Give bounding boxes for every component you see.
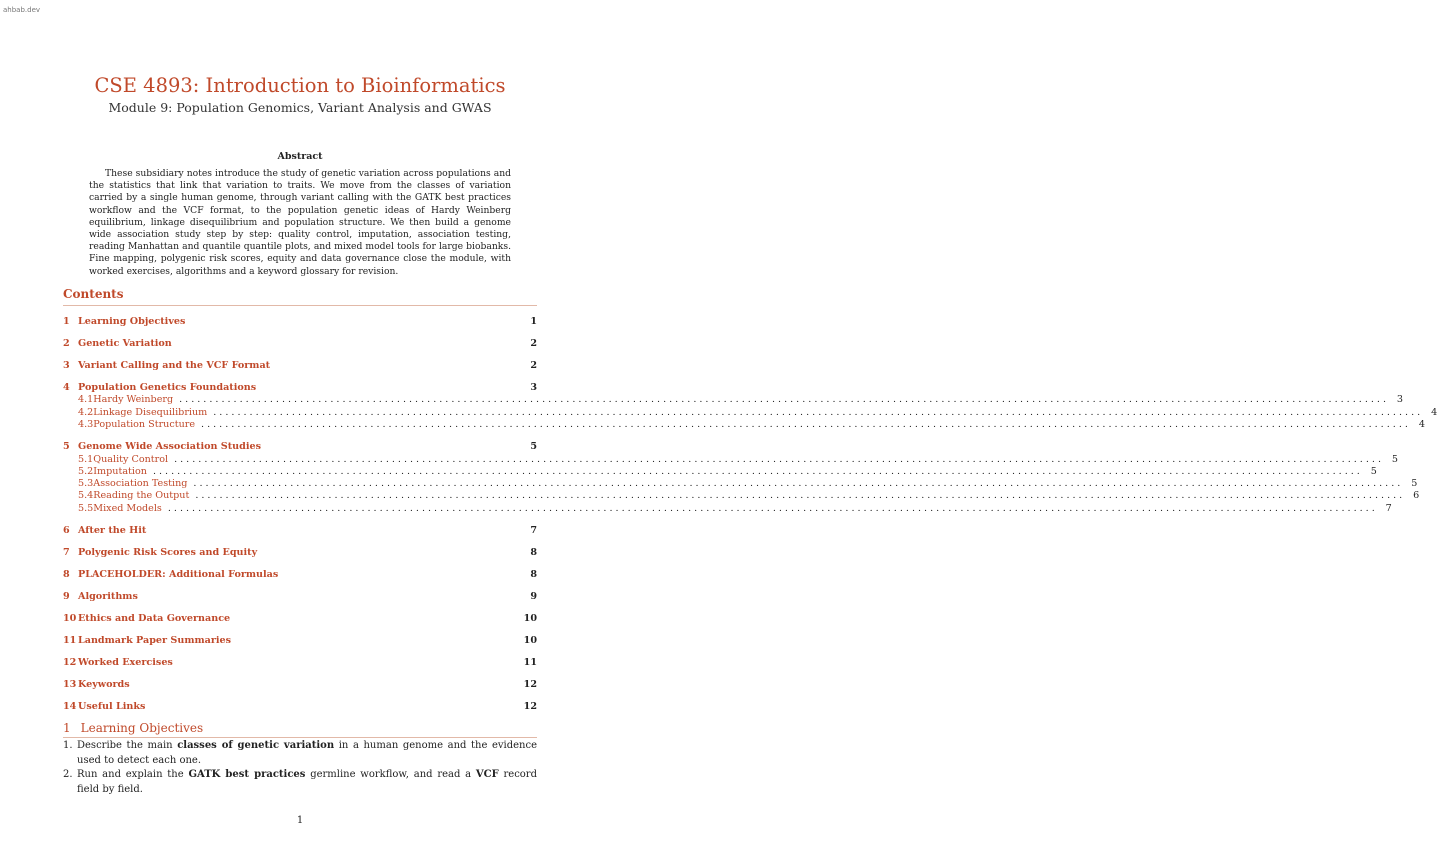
toc-entry-number: 4.2 [78, 406, 94, 418]
toc-entry-label: Genetic Variation [78, 338, 172, 349]
toc-entry[interactable] [63, 613, 537, 626]
toc-entry-page: 11 [523, 657, 537, 668]
contents-heading: Contents [63, 287, 124, 301]
toc-entry-number: 5.5 [78, 502, 94, 514]
toc-entry[interactable] [63, 441, 537, 454]
list-item-text: Describe the main classes of genetic variation in a human genome and the evidence used to detect each one. [77, 740, 537, 766]
watermark: ahbab.dev [3, 6, 41, 14]
toc-leader-dots: ........................................................................................................................................................................................................ [201, 418, 1411, 430]
toc-entry-page: 8 [530, 569, 537, 580]
toc-leader-dots: ........................................................................................................................................................................................................ [167, 502, 1378, 514]
toc-entry[interactable] [63, 657, 537, 670]
toc-entry-number: 5.3 [78, 478, 94, 490]
toc-entry-label: Hardy Weinberg [93, 394, 174, 406]
toc-entry[interactable] [63, 701, 537, 714]
toc-entry[interactable] [63, 547, 537, 560]
toc-entry[interactable] [63, 382, 537, 395]
toc-entry-number: 14 [63, 701, 77, 712]
toc-entry[interactable] [63, 502, 1392, 516]
toc-entry-label: Variant Calling and the VCF Format [78, 360, 271, 371]
toc-entry[interactable] [63, 394, 1404, 407]
toc-entry-page: 7 [1385, 502, 1392, 514]
toc-leader-dots: ........................................................................................................................................................................................................ [152, 465, 1363, 477]
toc-entry-page: 10 [523, 635, 537, 646]
toc-entry-label: Algorithms [78, 591, 138, 602]
toc-entry-page: 6 [1413, 490, 1420, 502]
toc-entry-number: 7 [63, 547, 70, 558]
toc-entry-page: 10 [523, 613, 537, 624]
toc-entry[interactable] [63, 569, 537, 582]
toc-leader-dots: ........................................................................................................................................................................................................ [213, 406, 1424, 418]
toc-entry[interactable] [63, 338, 537, 351]
toc-entry-number: 8 [63, 569, 70, 580]
toc-entry-number: 11 [63, 635, 77, 646]
toc-entry-number: 10 [63, 613, 77, 624]
toc-entry-label: Useful Links [78, 701, 146, 712]
toc-entry-page: 3 [1396, 394, 1404, 406]
toc-entry[interactable] [63, 490, 1420, 503]
toc-leader-dots: ........................................................................................................................................................................................................ [195, 490, 1406, 502]
toc-entry-number: 5.1 [78, 453, 94, 465]
toc-entry-label: Genome Wide Association Studies [78, 441, 261, 453]
toc-entry-number: 12 [63, 657, 77, 668]
list-item [63, 768, 537, 797]
toc-entry[interactable] [63, 679, 537, 692]
toc-entry-number: 13 [63, 679, 77, 690]
toc-entry[interactable] [63, 465, 1377, 479]
toc-entry-label: Polygenic Risk Scores and Equity [78, 547, 258, 558]
toc-entry-label: Ethics and Data Governance [78, 613, 231, 624]
toc-entry-number: 5.4 [78, 490, 94, 502]
toc-entry-number: 3 [63, 360, 70, 371]
toc-entry-number: 5 [63, 441, 70, 453]
toc-entry[interactable] [63, 525, 537, 538]
document-title: CSE 4893: Introduction to Bioinformatics [94, 74, 506, 97]
toc-entry-label: Worked Exercises [78, 657, 173, 668]
toc-entry[interactable] [63, 316, 537, 329]
toc-entry-label: Linkage Disequilibrium [93, 406, 208, 418]
toc-entry-page: 2 [530, 360, 537, 371]
toc-entry-label: Mixed Models [93, 502, 162, 514]
toc-entry[interactable] [63, 406, 1437, 420]
toc-leader-dots: ........................................................................................................................................................................................................ [174, 453, 1384, 465]
toc-entry-page: 7 [530, 525, 537, 536]
toc-entry-page: 1 [530, 316, 537, 327]
toc-entry-number: 1 [63, 316, 70, 327]
toc-entry-number: 5.2 [78, 465, 94, 477]
toc-entry-page: 12 [523, 701, 537, 712]
toc-entry-number: 4.3 [78, 418, 94, 430]
toc-entry-label: Population Structure [93, 418, 196, 430]
toc-entry-page: 5 [1411, 478, 1418, 490]
toc-entry-label: Keywords [78, 679, 130, 690]
document-subtitle: Module 9: Population Genomics, Variant Analysis and GWAS [108, 100, 492, 115]
toc-entry-page: 3 [530, 382, 537, 393]
toc-entry-page: 2 [530, 338, 537, 349]
toc-entry[interactable] [63, 453, 1398, 467]
section-divider [63, 737, 537, 738]
toc-entry-label: Landmark Paper Summaries [78, 635, 232, 646]
toc-entry-page: 5 [530, 441, 537, 453]
list-item [63, 739, 537, 768]
toc-entry-page: 5 [1370, 465, 1377, 477]
page-number: 1 [296, 815, 304, 826]
toc-entry-page: 9 [530, 591, 537, 602]
toc-leader-dots: ........................................................................................................................................................................................................ [193, 478, 1404, 490]
toc-entry-label: Association Testing [93, 478, 188, 490]
toc-entry-label: After the Hit [78, 525, 147, 536]
toc-entry-number: 9 [63, 591, 70, 602]
abstract-heading: Abstract [277, 151, 323, 162]
toc-entry-label: PLACEHOLDER: Additional Formulas [78, 569, 279, 580]
toc-entry-page: 4 [1431, 406, 1437, 418]
toc-entry-label: Population Genetics Foundations [78, 382, 257, 393]
toc-entry[interactable] [63, 478, 1418, 491]
toc-entry-label: Quality Control [93, 453, 169, 465]
list-item-number: 2. [63, 769, 73, 780]
toc-entry-number: 2 [63, 338, 70, 349]
toc-entry-number: 4 [63, 382, 70, 393]
toc-entry-label: Learning Objectives [78, 316, 186, 327]
toc-entry[interactable] [63, 591, 537, 604]
section-heading [63, 721, 203, 735]
section-title: Learning Objectives [80, 721, 204, 735]
section-number: 1 [63, 721, 71, 735]
toc-entry-page: 12 [523, 679, 537, 690]
toc-entry[interactable] [63, 635, 537, 648]
list-item-number: 1. [63, 740, 73, 751]
toc-leader-dots: ........................................................................................................................................................................................................ [179, 394, 1390, 406]
toc-entry[interactable] [63, 418, 1425, 432]
toc-entry-label: Reading the Output [93, 490, 190, 502]
objectives-list [63, 739, 537, 797]
toc-entry[interactable] [63, 360, 537, 373]
list-item-text: Run and explain the GATK best practices germline workflow, and read a VCF record field by field. [77, 769, 537, 795]
toc-entry-page: 5 [1391, 453, 1398, 465]
abstract-body: These subsidiary notes introduce the study of genetic variation across populations and the statistics that link that variation to traits. We move from the classes of variation carried by a single human genome, through variant calling with the GATK best practices workflow and the VCF format, to the population genetic ideas of Hardy Weinberg equilibrium, linkage disequilibrium and population structure. We then build a genome wide association study step by step: quality control, imputation, association testing, reading Manhattan and quantile quantile plots, and mixed model tools for large biobanks. Fine mapping, polygenic risk scores, equity and data governance close the module, with worked exercises, algorithms and a keyword glossary for revision. [89, 168, 511, 277]
toc-entry-number: 4.1 [78, 394, 94, 406]
toc-entry-page: 4 [1418, 418, 1425, 430]
toc-entry-number: 6 [63, 525, 70, 536]
toc-entry-label: Imputation [93, 465, 147, 477]
toc-entry-page: 8 [530, 547, 537, 558]
